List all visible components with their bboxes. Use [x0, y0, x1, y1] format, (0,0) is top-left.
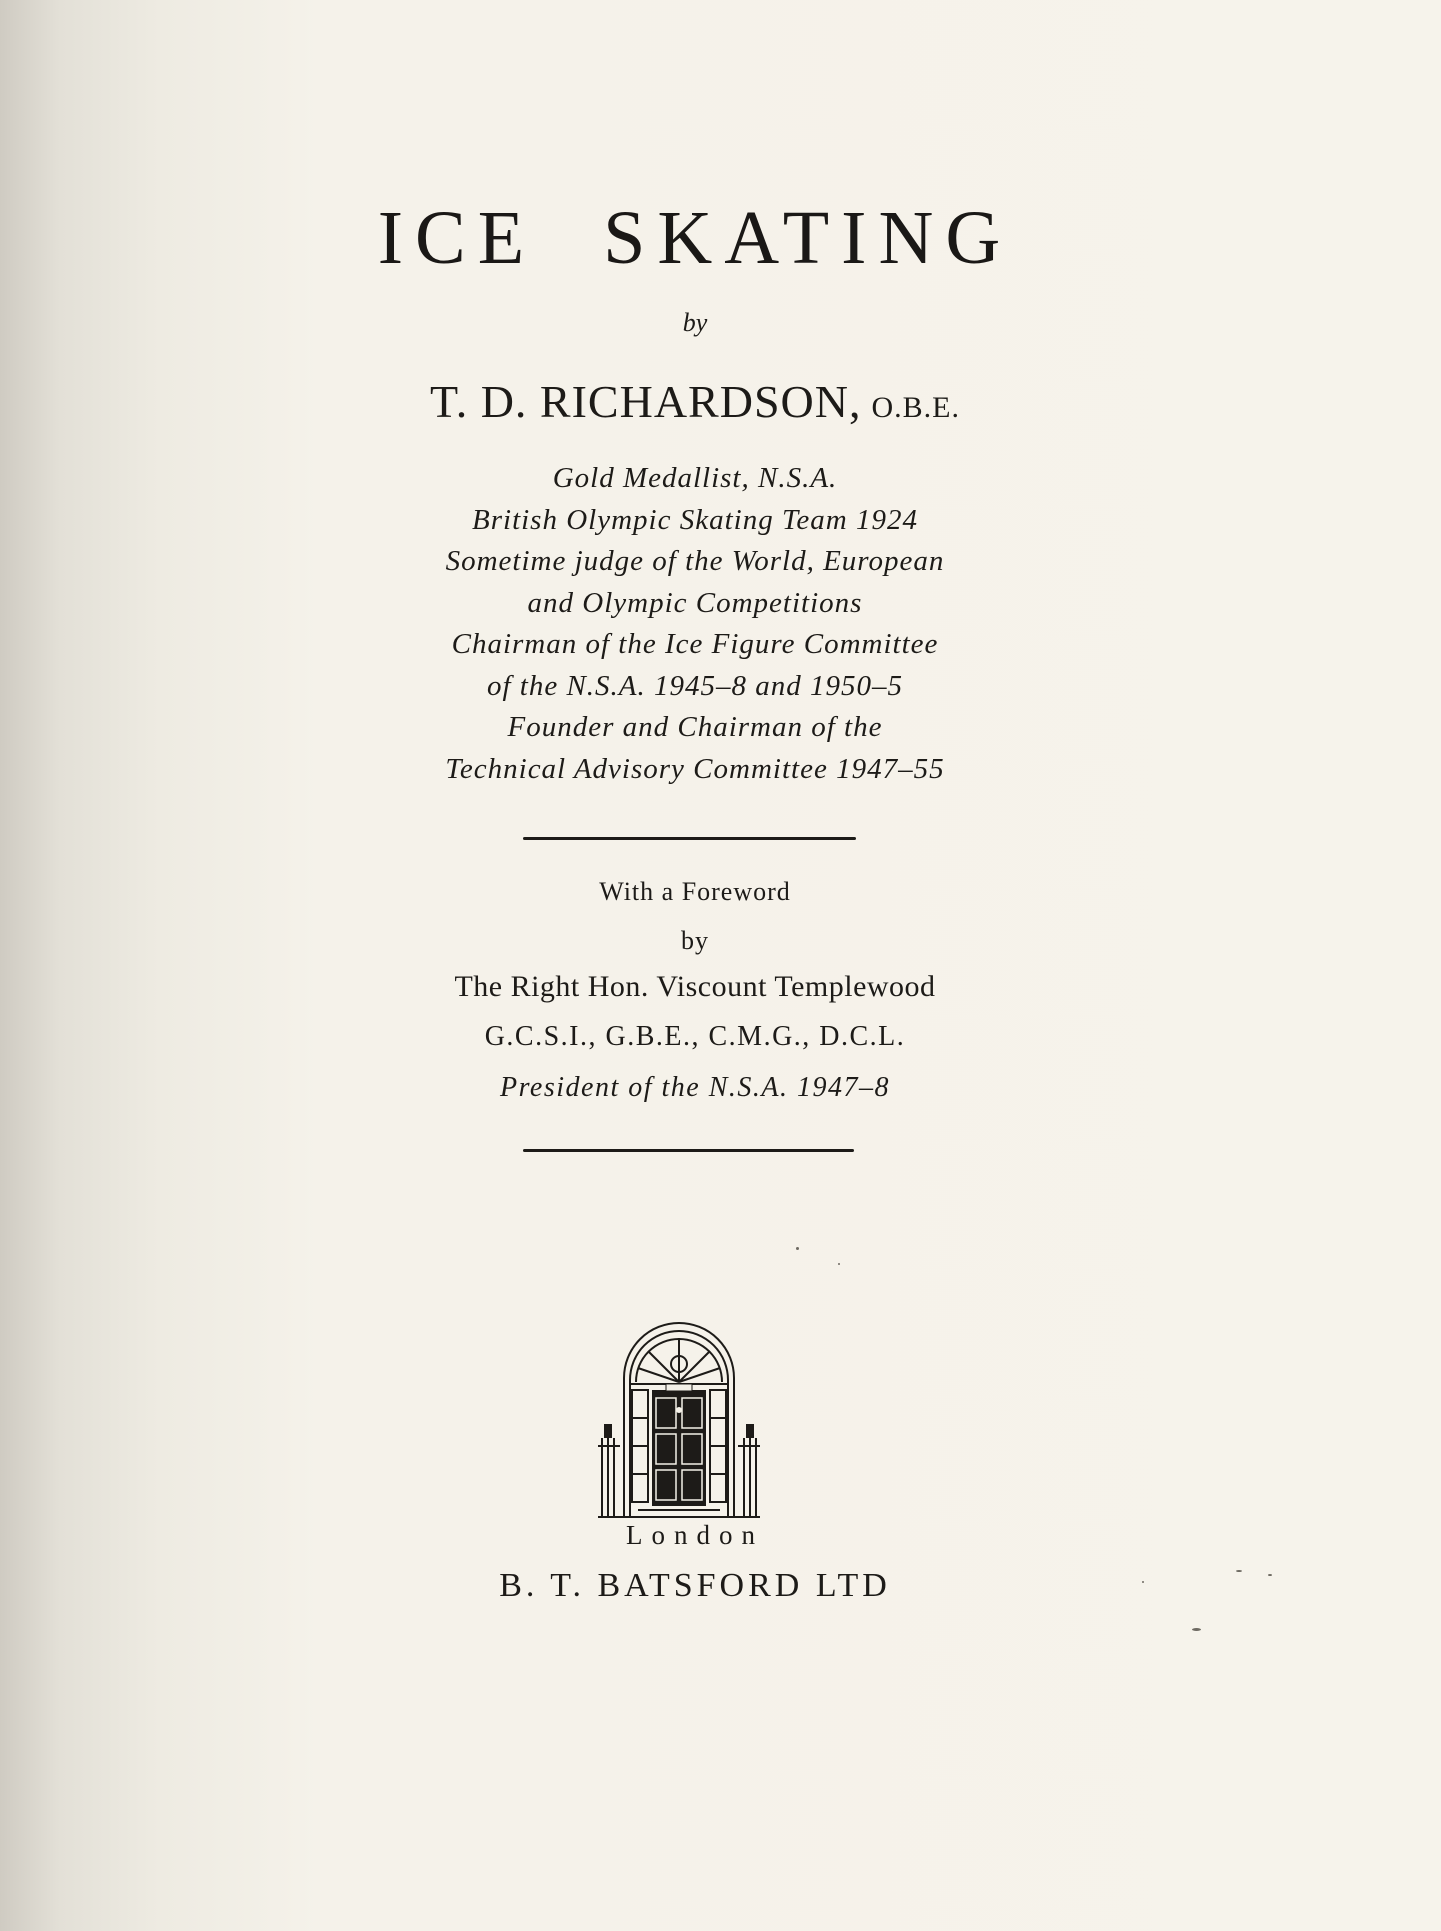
- credential-line: Gold Medallist, N.S.A.: [552, 462, 838, 494]
- credential-line: Chairman of the Ice Figure Committee: [451, 628, 939, 660]
- foreword-by: by: [681, 926, 709, 955]
- publisher-name: B. T. BATSFORD LTD: [499, 1567, 891, 1604]
- credential-line: Founder and Chairman of the: [507, 711, 883, 743]
- publisher-city: London: [626, 1520, 764, 1550]
- credential-line: British Olympic Skating Team 1924: [472, 503, 918, 536]
- credential-line: and Olympic Competitions: [527, 586, 863, 619]
- author-credentials: [0, 458, 1390, 790]
- divider-rule: [523, 837, 856, 840]
- foreword-author-role: President of the N.S.A. 1947–8: [499, 1072, 891, 1103]
- paper-speck: [796, 1247, 799, 1250]
- doorway-emblem-icon: [598, 1318, 760, 1518]
- by-line: by: [682, 308, 708, 337]
- credential-line: of the N.S.A. 1945–8 and 1950–5: [486, 669, 904, 702]
- author-line: [0, 375, 1390, 428]
- foreword-intro: With a Foreword: [599, 877, 791, 906]
- book-title: ICE SKATING: [377, 196, 1013, 280]
- paper-speck: [838, 1263, 840, 1265]
- foreword-author-honours: G.C.S.I., G.B.E., C.M.G., D.C.L.: [484, 1021, 906, 1052]
- paper-speck: [1192, 1628, 1201, 1631]
- credential-line: Sometime judge of the World, European: [445, 545, 945, 577]
- paper-speck: [1268, 1574, 1272, 1576]
- foreword-author: The Right Hon. Viscount Templewood: [454, 970, 936, 1003]
- paper-speck: [1142, 1581, 1144, 1583]
- credential-line: Technical Advisory Committee 1947–55: [445, 752, 945, 785]
- author-name: T. D. RICHARDSON,: [430, 376, 862, 427]
- author-honour: O.B.E.: [871, 391, 960, 424]
- paper-speck: [1236, 1570, 1242, 1572]
- divider-rule: [523, 1149, 854, 1152]
